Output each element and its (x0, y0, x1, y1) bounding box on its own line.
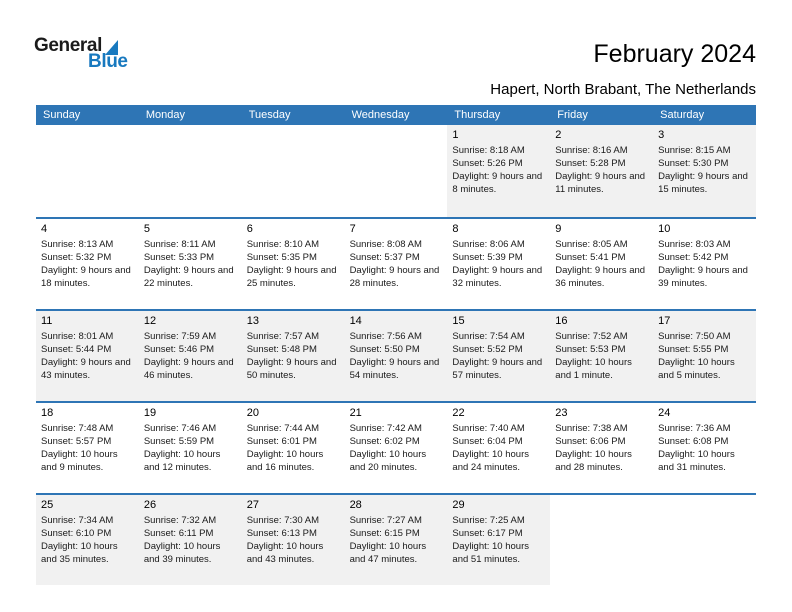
day-info-line: Sunset: 5:26 PM (452, 158, 523, 169)
day-cell-28 (345, 495, 448, 585)
day-info-line: Daylight: 9 hours and 39 minutes. (658, 265, 748, 289)
day-info-line: Sunrise: 7:56 AM (349, 331, 422, 342)
day-info-line: Sunset: 5:59 PM (143, 436, 215, 447)
day-info-line: Sunrise: 7:50 AM (658, 331, 731, 342)
day-info-line: Sunset: 5:44 PM (41, 344, 112, 355)
day-number: 7 (349, 223, 356, 235)
day-info-line: Sunrise: 8:08 AM (349, 239, 422, 250)
day-info-line: Sunset: 5:55 PM (658, 344, 729, 355)
day-number: 5 (143, 223, 150, 235)
day-info-line: Sunrise: 8:10 AM (246, 239, 320, 250)
day-number: 19 (143, 407, 157, 419)
empty-cell (242, 125, 345, 217)
day-cell-22 (447, 403, 550, 493)
day-info-line: Sunrise: 7:42 AM (349, 423, 422, 434)
day-info-line: Sunrise: 7:25 AM (452, 515, 525, 526)
day-cell-25 (36, 495, 139, 585)
day-info-line: Sunset: 5:39 PM (452, 252, 523, 263)
day-number: 21 (349, 407, 362, 419)
day-cell-19 (139, 403, 242, 493)
day-info-line: Sunset: 6:13 PM (246, 528, 317, 539)
day-info-line: Sunrise: 8:15 AM (658, 145, 731, 156)
day-info-line: Sunset: 6:02 PM (349, 436, 420, 447)
day-info-line: Sunrise: 7:38 AM (555, 423, 628, 434)
day-cell-21 (345, 403, 448, 493)
week-row-4 (36, 401, 756, 493)
day-number: 8 (452, 223, 459, 235)
day-cell-8 (447, 219, 550, 309)
day-info-line: Sunrise: 7:57 AM (246, 331, 320, 342)
day-info-line: Daylight: 10 hours and 35 minutes. (41, 541, 118, 565)
header (490, 40, 756, 98)
day-number: 20 (246, 407, 259, 419)
day-info-line: Daylight: 10 hours and 28 minutes. (555, 449, 632, 473)
day-info-line: Sunset: 5:37 PM (349, 252, 420, 263)
day-info-line: Sunset: 5:52 PM (452, 344, 523, 355)
day-info-line: Sunset: 6:10 PM (41, 528, 112, 539)
weekday-label-wednesday: Wednesday (351, 109, 410, 121)
day-info-line: Sunrise: 7:48 AM (41, 423, 114, 434)
day-info-line: Sunrise: 8:18 AM (452, 145, 525, 156)
day-number: 10 (658, 223, 671, 235)
day-number: 1 (452, 129, 459, 141)
day-info-line: Daylight: 10 hours and 24 minutes. (452, 449, 529, 473)
day-info-line: Sunset: 5:35 PM (246, 252, 317, 263)
day-info-line: Sunrise: 8:01 AM (41, 331, 114, 342)
day-info-line: Sunset: 5:46 PM (143, 344, 215, 355)
day-info-line: Sunrise: 7:30 AM (246, 515, 320, 526)
day-number: 17 (658, 315, 671, 327)
day-number: 11 (41, 315, 53, 327)
day-number: 28 (349, 499, 362, 511)
day-number: 14 (349, 315, 362, 327)
week-row-5 (36, 493, 756, 585)
day-cell-16 (550, 311, 653, 401)
day-info-line: Daylight: 10 hours and 5 minutes. (658, 357, 735, 381)
empty-cell (550, 495, 653, 585)
day-number: 22 (452, 407, 465, 419)
day-info-line: Sunset: 6:01 PM (246, 436, 317, 447)
day-info-line: Daylight: 10 hours and 43 minutes. (246, 541, 324, 565)
day-number: 6 (246, 223, 253, 235)
day-info-line: Daylight: 9 hours and 15 minutes. (658, 171, 748, 195)
day-info-line: Daylight: 9 hours and 25 minutes. (246, 265, 337, 289)
day-cell-20 (242, 403, 345, 493)
weekday-header (36, 105, 756, 125)
day-info-line: Sunrise: 7:34 AM (41, 515, 114, 526)
day-info-line: Daylight: 9 hours and 36 minutes. (555, 265, 646, 289)
weekday-label-sunday: Sunday (43, 109, 81, 121)
day-info-line: Daylight: 9 hours and 57 minutes. (452, 357, 543, 381)
day-info-line: Sunrise: 7:54 AM (452, 331, 525, 342)
day-cell-4 (36, 219, 139, 309)
logo-text-blue: Blue (88, 51, 128, 72)
day-info-line: Daylight: 10 hours and 9 minutes. (41, 449, 118, 473)
week-row-1 (36, 125, 756, 217)
day-info-line: Sunrise: 8:16 AM (555, 145, 628, 156)
day-info-line: Sunset: 5:42 PM (658, 252, 729, 263)
day-info-line: Sunset: 5:32 PM (41, 252, 112, 263)
day-cell-13 (242, 311, 345, 401)
day-number: 29 (452, 499, 465, 511)
logo-text-general: General (34, 35, 102, 56)
day-number: 2 (555, 129, 562, 141)
day-info-line: Daylight: 10 hours and 1 minute. (555, 357, 632, 381)
day-info-line: Daylight: 10 hours and 12 minutes. (143, 449, 221, 473)
day-info-line: Sunrise: 7:52 AM (555, 331, 628, 342)
day-cell-15 (447, 311, 550, 401)
day-info-line: Daylight: 9 hours and 50 minutes. (246, 357, 337, 381)
day-info-line: Sunset: 5:28 PM (555, 158, 626, 169)
day-info-line: Sunrise: 7:27 AM (349, 515, 422, 526)
day-info-line: Sunset: 6:06 PM (555, 436, 626, 447)
day-cell-7 (345, 219, 448, 309)
day-cell-12 (139, 311, 242, 401)
week-row-3 (36, 309, 756, 401)
day-info-line: Sunset: 5:48 PM (246, 344, 317, 355)
day-info-line: Sunset: 5:53 PM (555, 344, 626, 355)
day-info-line: Daylight: 9 hours and 46 minutes. (143, 357, 234, 381)
day-cell-14 (345, 311, 448, 401)
day-cell-27 (242, 495, 345, 585)
day-info-line: Sunrise: 8:03 AM (658, 239, 731, 250)
day-number: 26 (143, 499, 157, 511)
empty-cell (139, 125, 242, 217)
day-cell-29 (447, 495, 550, 585)
day-info-line: Sunrise: 8:11 AM (143, 239, 216, 250)
day-cell-2 (550, 125, 653, 217)
empty-cell (345, 125, 448, 217)
day-info-line: Daylight: 10 hours and 39 minutes. (143, 541, 221, 565)
empty-cell (36, 125, 139, 217)
day-info-line: Sunrise: 8:13 AM (41, 239, 114, 250)
day-cell-24 (653, 403, 756, 493)
day-number: 16 (555, 315, 568, 327)
day-cell-10 (653, 219, 756, 309)
day-number: 23 (555, 407, 568, 419)
day-number: 24 (658, 407, 671, 419)
day-info-line: Sunset: 6:17 PM (452, 528, 523, 539)
day-info-line: Daylight: 9 hours and 11 minutes. (555, 171, 646, 195)
day-info-line: Sunrise: 8:06 AM (452, 239, 525, 250)
day-info-line: Daylight: 9 hours and 8 minutes. (452, 171, 543, 195)
day-info-line: Daylight: 9 hours and 18 minutes. (41, 265, 131, 289)
day-number: 3 (658, 129, 665, 141)
day-cell-18 (36, 403, 139, 493)
day-number: 18 (41, 407, 54, 419)
day-info-line: Daylight: 9 hours and 28 minutes. (349, 265, 440, 289)
day-info-line: Sunrise: 8:05 AM (555, 239, 628, 250)
day-cell-1 (447, 125, 550, 217)
weekday-label-saturday: Saturday (660, 109, 705, 121)
day-info-line: Sunset: 5:30 PM (658, 158, 729, 169)
day-info-line: Sunset: 5:57 PM (41, 436, 112, 447)
logo (34, 36, 128, 71)
day-cell-3 (653, 125, 756, 217)
day-cell-11 (36, 311, 139, 401)
day-info-line: Sunset: 5:33 PM (143, 252, 215, 263)
weekday-label-thursday: Thursday (454, 109, 501, 121)
weekday-label-monday: Monday (145, 109, 185, 121)
day-number: 4 (41, 223, 48, 235)
day-info-line: Daylight: 10 hours and 51 minutes. (452, 541, 529, 565)
day-info-line: Sunset: 6:08 PM (658, 436, 729, 447)
day-info-line: Sunrise: 7:44 AM (246, 423, 320, 434)
location-subtitle: Hapert, North Brabant, The Netherlands (490, 81, 756, 98)
day-info-line: Daylight: 10 hours and 31 minutes. (658, 449, 735, 473)
day-number: 15 (452, 315, 465, 327)
weekday-label-friday: Friday (557, 109, 588, 121)
calendar (36, 105, 756, 585)
day-info-line: Sunrise: 7:40 AM (452, 423, 525, 434)
day-info-line: Sunrise: 7:46 AM (143, 423, 217, 434)
day-info-line: Sunset: 6:15 PM (349, 528, 420, 539)
day-cell-6 (242, 219, 345, 309)
weekday-label-tuesday: Tuesday (248, 109, 291, 121)
day-number: 12 (143, 315, 157, 327)
day-info-line: Sunrise: 7:36 AM (658, 423, 731, 434)
day-cell-17 (653, 311, 756, 401)
day-info-line: Sunset: 5:41 PM (555, 252, 626, 263)
day-info-line: Daylight: 9 hours and 54 minutes. (349, 357, 440, 381)
day-info-line: Daylight: 10 hours and 20 minutes. (349, 449, 427, 473)
day-number: 25 (41, 499, 54, 511)
day-info-line: Sunset: 6:04 PM (452, 436, 523, 447)
day-info-line: Daylight: 10 hours and 47 minutes. (349, 541, 427, 565)
day-info-line: Sunrise: 7:59 AM (143, 331, 217, 342)
day-cell-5 (139, 219, 242, 309)
day-info-line: Sunset: 5:50 PM (349, 344, 420, 355)
day-cell-26 (139, 495, 242, 585)
calendar-grid (36, 125, 756, 585)
page-title: February 2024 (593, 40, 756, 68)
day-number: 13 (246, 315, 259, 327)
day-info-line: Daylight: 9 hours and 22 minutes. (143, 265, 234, 289)
day-cell-23 (550, 403, 653, 493)
day-info-line: Sunset: 6:11 PM (143, 528, 214, 539)
day-info-line: Daylight: 9 hours and 43 minutes. (41, 357, 131, 381)
day-info-line: Sunrise: 7:32 AM (143, 515, 217, 526)
week-row-2 (36, 217, 756, 309)
day-cell-9 (550, 219, 653, 309)
day-info-line: Daylight: 10 hours and 16 minutes. (246, 449, 324, 473)
empty-cell (653, 495, 756, 585)
day-number: 27 (246, 499, 259, 511)
day-info-line: Daylight: 9 hours and 32 minutes. (452, 265, 543, 289)
day-number: 9 (555, 223, 562, 235)
